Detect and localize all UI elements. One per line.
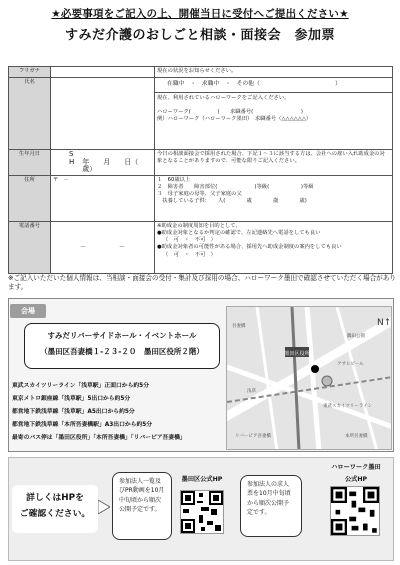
arrow-right-icon — [98, 500, 110, 514]
aid-2: ●助成金対象となるか判定の確認で、左記連絡先へ電話をしても良い — [157, 230, 321, 237]
furigana-label: フリガナ — [9, 67, 51, 78]
name-label: 氏名 — [9, 78, 51, 150]
detail-line-2: ご確認ください。 — [19, 509, 91, 519]
qr-code-sumida-icon[interactable] — [180, 490, 224, 534]
bubble-job-offers — [240, 475, 302, 537]
map-label: 本所吾妻橋 — [345, 434, 368, 439]
venue-tag: 会場 — [10, 304, 46, 318]
qr-code-hellowork-icon[interactable] — [330, 486, 380, 536]
dob-era-h: H — [69, 157, 75, 166]
access-line: 東京メトロ銀座線「浅草駅」5出口から約5分 — [12, 396, 131, 402]
qr2-label-2: 公式HP — [344, 476, 368, 483]
postal-mark: 〒 － — [53, 177, 69, 184]
bubble-line: から順次公開予 — [247, 499, 290, 507]
map-label: アサヒビール — [337, 362, 364, 367]
name-field[interactable] — [51, 78, 155, 150]
bubble-line: 定です。 — [247, 508, 271, 516]
aid-1: ※助成金の制度周知を目的として、 — [157, 223, 241, 230]
map-label: 浅草 — [247, 389, 256, 394]
map-office-label: 墨田区役所 — [284, 351, 310, 357]
address-field[interactable] — [51, 176, 155, 222]
furigana-field[interactable] — [51, 67, 155, 78]
access-line: 東武スカイツリーライン「浅草駅」正面口から約5分 — [12, 383, 150, 389]
compass-icon: N↑ — [377, 318, 392, 328]
detail-line-1: 詳しくはHPを — [26, 493, 84, 503]
venue-map — [226, 306, 392, 450]
qual-2: ２ 障害者 障害部位( )等級( )等級 — [157, 184, 314, 191]
bubble-line: 中旬頃から順次 — [119, 496, 162, 504]
phone-label: 電話番号 — [9, 222, 51, 274]
dob-format: 年 月 日（ 歳） — [82, 157, 146, 174]
phone-field[interactable] — [51, 222, 155, 274]
bubble-line: 票を10月中旬頃 — [247, 490, 291, 498]
page-title: すみだ介護のおしごと相談・面接会 参加票 — [64, 28, 335, 43]
phone-format: － － — [79, 243, 126, 252]
map-label: リバーピア吾妻橋 — [235, 434, 271, 439]
status-options[interactable]: 在職中 ・ 求職中 ・ その他（ ） — [155, 78, 392, 93]
aid-5[interactable]: （ 可 ・ 不可 ） — [163, 251, 216, 258]
qual-3b: 扶養している子供： 人( 歳 歳 歳) — [157, 198, 307, 205]
banner: ★必要事項をご記入の上、開催当日に受付へご提出ください★ — [51, 8, 349, 20]
qr2-label-1: ハローワーク墨田 — [331, 464, 381, 471]
venue-name: すみだリバーサイドホール・イベントホール — [47, 331, 197, 340]
aid-4: ●助成金対象者の可能性がある場合、採用先へ助成金制度の案内をしても良い — [157, 244, 342, 251]
access-line: 都営地下鉄浅草線「浅草駅」A5出口から約5分 — [12, 409, 135, 415]
hw-example: 例）ハローワーク（ハローワーク墨田） 求職番号（△△△△△△） — [157, 116, 312, 123]
dob-label: 生年月日 — [9, 150, 51, 176]
map-label: 東武スカイツリーライン — [323, 404, 373, 409]
privacy-note: ※ご記入いただいた個人情報は、当相談・面接会の受付・集計及び採用の場合、ハローワーク墨田で確認させていただく場合があります。 — [8, 274, 396, 291]
map-label: 吾妻橋 — [232, 324, 246, 329]
qual-3: ３ 母子家庭の母等、父子家庭の父 — [157, 191, 242, 198]
aid-3[interactable]: （ 可 ・ 不可 ） — [163, 237, 216, 244]
qr1-label: 墨田区公式HP — [181, 476, 223, 483]
bubble-line: 参加法人一覧及 — [119, 478, 162, 485]
map-label: 隅田公園 — [347, 334, 365, 339]
qual-prompt: 今日の相談面接会で採用された場合、下記１～３に該当する方は、会社への雇い入れ助成金の対象となることがありますので、可能な限りご記入ください。 — [155, 150, 393, 176]
address-label: 住所 — [9, 176, 51, 222]
hw-line[interactable]: ハローワーク( ) 求職番号( ) — [157, 109, 303, 115]
access-line: 都営地下鉄浅草線「本所吾妻橋駅」A3出口から約5分 — [12, 422, 153, 428]
qual-1: １ 60歳以上 — [157, 177, 191, 184]
venue-address: （墨田区吾妻橋１-２３-２０ 墨田区役所２階） — [40, 347, 204, 356]
bubble-participants — [112, 472, 172, 540]
bubble-line: びPR動画を10月 — [119, 487, 165, 495]
dob-era-s: S — [69, 150, 74, 158]
bubble-line: 参加法人の求人 — [247, 481, 290, 488]
bubble-line: 公開予定です。 — [119, 505, 161, 513]
registration-form — [8, 66, 393, 274]
access-line: 最寄のバス停は「墨田区役所」「本所吾妻橋」「リバーピア吾妻橋」 — [12, 435, 186, 441]
hw-prompt: 現在、利用されているハローワークをご記入ください。 — [157, 95, 290, 101]
map-graphic — [227, 307, 392, 450]
status-prompt: 現在の状況をお知らせください。 — [155, 67, 393, 78]
map-venue-marker — [311, 365, 319, 373]
dob-field[interactable] — [51, 150, 155, 176]
